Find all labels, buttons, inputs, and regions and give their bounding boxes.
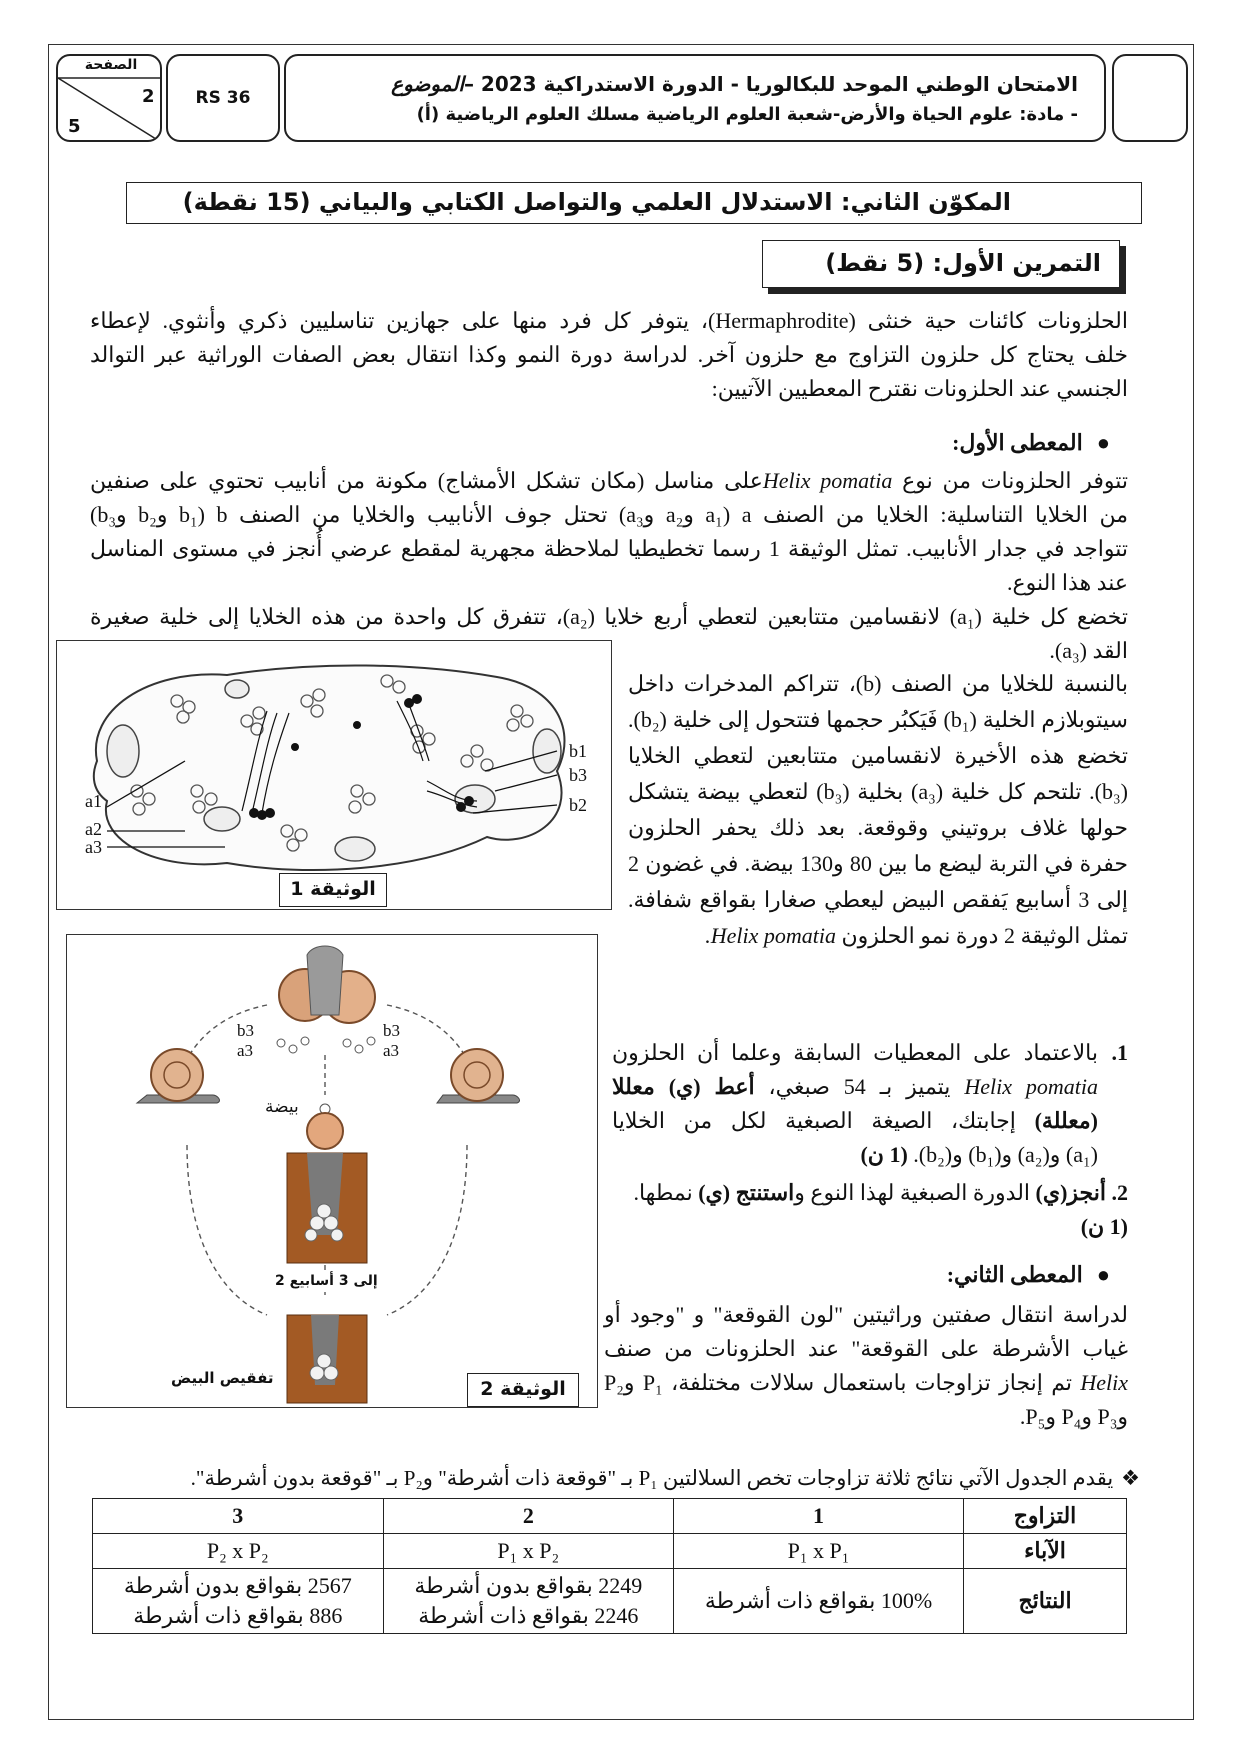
- q1-number: 1.: [1111, 1040, 1128, 1065]
- data1-title-row: [820, 430, 1110, 456]
- exam-code: RS 36: [195, 88, 251, 108]
- doc2-cell-a3-right: a3: [383, 1041, 400, 1060]
- data1-side-paragraph: بالنسبة للخلايا من الصنف (b)، تتراكم المدخرات داخل سيتوبلازم الخلية (b₁) فَيَكبُر حجمها فتتحول إلى خلية (b₂). تخضع هذه الأخيرة لانقسامين متتابعين لتعطي الخلايا (b₃). تلتحم كل خلية (a₃) بخلية (b₃) لتعطي بيضة يتشكل حولها غلاف بروتيني وقوقعة. بعد ذلك يحفر الحلزون حفرة في التربة ليضع ما بين 80 و130 بيضة. في غضون 2 إلى 3 أسابيع يَفقص البيض ليعطي صغارا بقواقع شفافة. تمثل الوثيقة 2 دورة نمو الحلزون Helix pomatia.: [628, 671, 1128, 948]
- table-row: [93, 1569, 1127, 1634]
- question-2: [596, 1176, 1128, 1244]
- doc1-label-a2: a2: [85, 819, 102, 839]
- doc2-weeks-label: 2 إلى 3 أسابيع: [275, 1273, 378, 1289]
- data1-side-text: [628, 666, 1128, 954]
- table-header-cross: التزاوج: [964, 1499, 1127, 1534]
- doc2-egg-label: بيضة: [265, 1097, 299, 1116]
- doc2-cell-a3-left: a3: [237, 1041, 254, 1060]
- right-snail: [437, 1049, 520, 1103]
- parents-cell: P₁ x P₁: [674, 1534, 964, 1569]
- q1-line1: بالاعتماد على المعطيات السابقة وعلما أن الحلزون: [612, 1040, 1098, 1065]
- intro-text: [90, 304, 1128, 406]
- exam-title-mark: الموضوع: [391, 72, 464, 96]
- intro-line3: الجنسي عند الحلزونات نقترح المعطيين الآتيين:: [711, 376, 1128, 401]
- data1-line1: تتوفر الحلزونات من نوع Helix pomatiaعلى مناسل (مكان تشكل الأمشاج) مكونة من أنابيب تحتوي على صنفين: [90, 468, 1128, 493]
- table-row: [93, 1499, 1127, 1534]
- table-row: [93, 1534, 1127, 1569]
- cross-number: 3: [93, 1499, 384, 1534]
- results-cell: 2249 بقواقع بدون أشرطة 2246 بقواقع ذات أشرطة: [383, 1569, 674, 1634]
- data1-line3: تتواجد في جدار الأنابيب. تمثل الوثيقة 1 رسما تخطيطيا لملاحظة مجهرية لمقطع عرضي أُنجز في مستوى المناسل: [90, 536, 1128, 561]
- doc2-hatch-label: تفقيص البيض: [171, 1369, 274, 1387]
- doc1-label-b3: b3: [569, 765, 587, 785]
- data2-title: المعطى الثاني:: [946, 1262, 1083, 1287]
- doc1-label-b1: b1: [569, 741, 587, 761]
- exam-title-line1: الامتحان الوطني الموحد للبكالوريا - الدورة الاستدراكية 2023 –الموضوع: [391, 72, 1078, 96]
- exercise-title: التمرين الأول: (5 نقط): [762, 240, 1120, 288]
- table-header-parents: الآباء: [964, 1534, 1127, 1569]
- data1-line6: القد (a₃).: [1049, 638, 1128, 663]
- species-name: Helix pomatia: [762, 468, 893, 493]
- doc1-label-a3: a3: [85, 837, 102, 857]
- table-header-results: النتائج: [964, 1569, 1127, 1634]
- header-logo-box: [1112, 54, 1188, 142]
- doc2-label: الوثيقة 2: [467, 1373, 579, 1407]
- page-label: الصفحة: [84, 57, 138, 73]
- q1-line2: Helix pomatia يتميز بـ 54 صبغي، أعط (ي) معللا: [612, 1074, 1098, 1099]
- cross-number: 2: [383, 1499, 674, 1534]
- question-1: [612, 1036, 1128, 1172]
- data2-title-row: [820, 1262, 1110, 1288]
- results-cell: 100% بقواقع ذات أشرطة: [674, 1569, 964, 1634]
- header-page-box: [56, 54, 162, 142]
- document1-drawing: [57, 641, 613, 911]
- data2-line2: غياب الأشرطة على القوقعة" عند الحلزونات من صنف: [604, 1336, 1128, 1361]
- data1-text: [90, 464, 1128, 668]
- doc1-label: الوثيقة 1: [279, 873, 387, 907]
- diamond-bullet: ❖: [1121, 1466, 1140, 1490]
- exam-title-line2: - مادة: علوم الحياة والأرض-شعبة العلوم الرياضية مسلك العلوم الرياضية (أ): [416, 104, 1078, 125]
- document1-figure: [56, 640, 612, 910]
- bullet-dot: ●: [1096, 430, 1110, 455]
- header-title-box: [284, 54, 1106, 142]
- q2-points: (1 ن): [1080, 1214, 1128, 1239]
- cross-number: 1: [674, 1499, 964, 1534]
- data2-text: [604, 1298, 1128, 1434]
- document2-drawing: [67, 935, 599, 1409]
- mating-snails: [279, 946, 375, 1023]
- section-title: المكوّن الثاني: الاستدلال العلمي والتواصل الكتابي والبياني (15 نقطة): [126, 182, 1142, 224]
- header-code-box: [166, 54, 280, 142]
- bullet-dot-2: ●: [1096, 1262, 1110, 1287]
- side-species: Helix pomatia.: [705, 923, 836, 948]
- doc1-label-b2: b2: [569, 795, 587, 815]
- doc1-label-a1: a1: [85, 791, 102, 811]
- data1-title: المعطى الأول:: [952, 430, 1083, 455]
- data2-line4: وP₃ وP₄ وP₅.: [1019, 1404, 1128, 1429]
- parents-cell: P₂ x P₂: [93, 1534, 384, 1569]
- data1-line4: عند هذا النوع.: [1006, 570, 1128, 595]
- left-snail: [137, 1049, 220, 1103]
- doc2-cell-b3-right: b3: [383, 1021, 400, 1040]
- results-table: [92, 1498, 1127, 1634]
- q2-line1: 2. أنجز(ي) الدورة الصبغية لهذا النوع واستنتج (ي) نمطها.: [633, 1180, 1128, 1205]
- intro-line1: الحلزونات كائنات حية خنثى (Hermaphrodite)، يتوفر كل فرد منها على جهازين تناسليين ذكري وأنثوي. لإعطاء: [90, 308, 1129, 333]
- data2-line1: لدراسة انتقال صفتين وراثيتين "لون القوقعة" و "وجود أو: [604, 1302, 1128, 1327]
- data1-line2: من الخلايا التناسلية: الخلايا من الصنف a (a₁ وa₂ وa₃) تحتل جوف الأنابيب والخلايا من الصنف b (b₁ وb₂ وb₃): [90, 502, 1129, 527]
- q1-line3: (معللة) إجابتك، الصيغة الصبغية لكل من الخلايا: [612, 1108, 1098, 1133]
- results-cell: 2567 بقواقع بدون أشرطة 886 بقواقع ذات أشرطة: [93, 1569, 384, 1634]
- intro-line2: خلف يحتاج كل حلزون التزاوج مع حلزون آخر. لدراسة دورة النمو وكذا انتقال بعض الصفات الوراثية عبر التوالد: [90, 342, 1128, 367]
- page-number: 2: [142, 86, 155, 107]
- data2-line3: Helix تم إنجاز تزاوجات باستعمال سلالات مختلفة، P₁ وP₂: [604, 1370, 1129, 1395]
- parents-cell: P₁ x P₂: [383, 1534, 674, 1569]
- document2-figure: [66, 934, 598, 1408]
- table-intro: ❖يقدم الجدول الآتي نتائج ثلاثة تزاوجات تخص السلالتين P₁ بـ "قوقعة ذات أشرطة" وP₂ بـ "قوقعة بدون أشرطة".: [190, 1466, 1140, 1490]
- q1-points: (1 ن): [860, 1142, 908, 1167]
- q1-line4: (a₁) و(a₂) و(b₁) و(b₂). (1 ن): [860, 1142, 1098, 1167]
- data1-line5: تخضع كل خلية (a₁) لانقسامين متتابعين لتعطي أربع خلايا (a₂)، تتفرق كل واحدة من هذه الخلايا إلى خلية صغيرة: [90, 604, 1128, 629]
- page-total: 5: [68, 116, 81, 137]
- doc2-cell-b3-left: b3: [237, 1021, 254, 1040]
